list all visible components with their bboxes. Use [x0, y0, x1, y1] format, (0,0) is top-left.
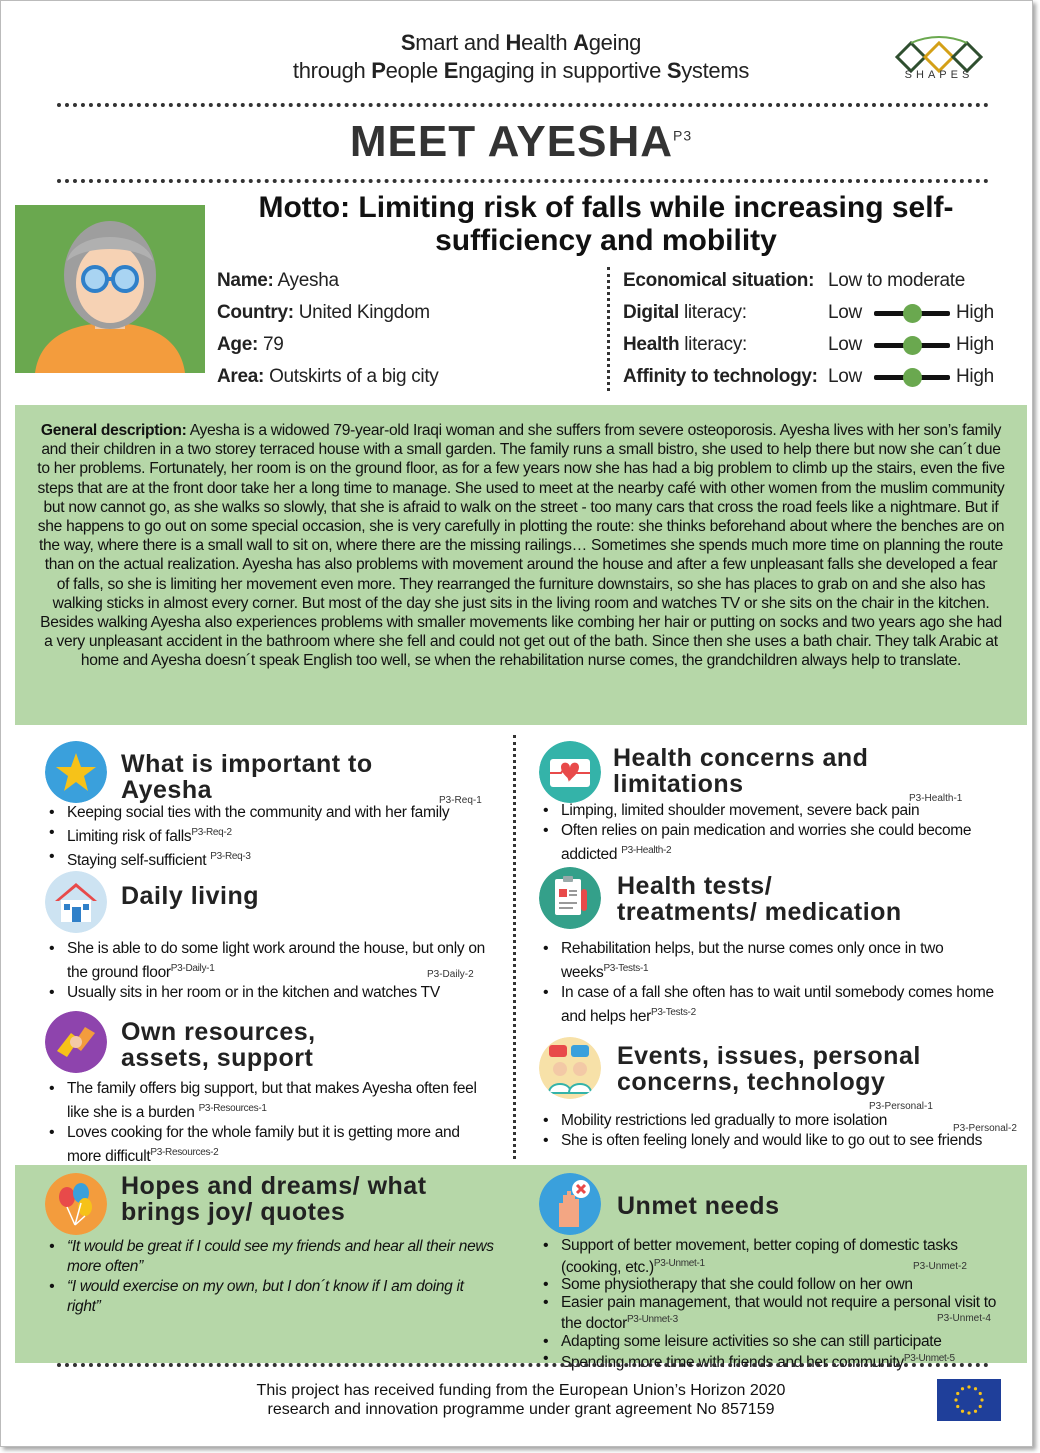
list-item: • She is able to do some light work around the house, but only on the ground floor$^{P3-Daily-1}$ — [45, 939, 495, 983]
unmet-needs-list — [539, 1237, 1009, 1372]
divider — [57, 1363, 989, 1367]
list-item: • She is often feeling lonely and would like to go out to see friends — [539, 1131, 1009, 1151]
eu-star — [956, 1392, 959, 1395]
list-item: • Some physiotherapy that she could follow on her own — [539, 1276, 1009, 1294]
eu-flag-icon — [937, 1379, 1001, 1421]
divider — [57, 179, 989, 183]
profile-info — [217, 265, 597, 393]
eu-star — [979, 1405, 982, 1408]
list-item: • Usually sits in her room or in the kitchen and watches TV — [45, 983, 495, 1003]
tag: P3-Personal-2 — [953, 1123, 1017, 1134]
list-item: • Limping, limited shoulder movement, severe back pain — [539, 801, 999, 821]
daily-living-list — [45, 939, 495, 1003]
avatar — [15, 205, 205, 373]
daily-living-title: Daily living — [121, 882, 259, 910]
health-tests-title: Health tests/ treatments/ medication — [617, 872, 902, 926]
house-icon — [45, 871, 107, 933]
grandmother-avatar-icon — [15, 205, 205, 373]
list-item: • “It would be great if I could see my friends and hear all their news more often” — [45, 1237, 495, 1277]
eu-star — [961, 1387, 964, 1390]
motto: Motto: Limiting risk of falls while increasing self-sufficiency and mobility — [258, 191, 954, 257]
unmet-needs-title: Unmet needs — [617, 1192, 780, 1220]
digital-literacy-scale — [874, 303, 950, 323]
list-item: • Staying self-sufficient $^{P3-Req-3}$ — [45, 847, 495, 871]
balloons-icon — [45, 1173, 107, 1235]
eu-star — [961, 1410, 964, 1413]
medical-chart-icon — [539, 867, 601, 929]
list-item: • “I would exercise on my own, but I don´t know if I am doing it right” — [45, 1277, 495, 1317]
eu-star — [956, 1405, 959, 1408]
logo-text: SHAPES — [904, 69, 974, 81]
tag: P3-Unmet-2 — [913, 1261, 967, 1272]
eu-star — [967, 1411, 970, 1414]
vertical-divider — [513, 735, 516, 1159]
health-literacy-scale — [874, 335, 950, 355]
heartbeat-icon — [539, 741, 601, 803]
eu-star — [967, 1385, 970, 1388]
list-item: • Adapting some leisure activities so she can still participate — [539, 1333, 1009, 1351]
funding-footer: This project has received funding from the European Union’s Horizon 2020 research and innovation programme under grant agreement No 857159 — [256, 1382, 786, 1418]
own-resources-list — [45, 1079, 495, 1167]
health-literacy-row: Health literacy: Low High — [623, 334, 994, 355]
events-list — [539, 1111, 1009, 1151]
area-row: Area: Outskirts of a big city — [217, 366, 439, 387]
situation-info — [623, 265, 1013, 393]
country-row: Country: United Kingdom — [217, 302, 430, 323]
tag: P3-Unmet-4 — [937, 1313, 991, 1324]
list-item: • Loves cooking for the whole family but it is getting more and more difficult$^{P3-Resources-2}$ — [45, 1123, 495, 1167]
list-item: • Keeping social ties with the community and with her family — [45, 803, 495, 823]
eu-star — [980, 1398, 983, 1401]
divider — [57, 103, 989, 107]
tag: P3-Personal-1 — [869, 1101, 933, 1112]
affinity-technology-scale — [874, 367, 950, 387]
affinity-technology-row: Affinity to technology: Low High — [623, 366, 994, 387]
general-description: General description: Ayesha is a widowed 79-year-old Iraqi woman and she suffers from severe osteoporosis. Ayesha lives with her son’s family and their children in a two storey terraced house with a small garden. The family runs a small bistro, she used to help there but now she can´t due to her problems. Fortunately, her room is on the ground floor, as for a few years now she has had a big problem to climb up the stairs, even the five steps that are at the front door take her a long time to manage. She used to meet at the nearby café with other women from the muslim community but now cannot go, as she walks so slowly, that she is afraid to walk on the street - too many cars that cross the road feels like a nightmare. But if she happens to go out on some special occasion, she is very carefully in plotting the route: she thinks beforehand about where the benches are on the way, where there is a small wall to sit on, where there are the missing railings… Sometimes she spends much more time on planning the route than on the actual realization. Ayesha has also problems with movement around the house and after a few unpleasant falls she developed a fear of falls, so she is limiting her movement even more. They rearranged the furniture downstairs, so she has places to grab on and she also has walking sticks in almost every corner. But most of the day she just sits in the living room and watches TV or she sits on the chair in the kitchen. Besides walking Ayesha also experiences problems with smaller movements like combing her hair or putting on socks and two years ago she had a very unpleasant accident in the bathroom where she fell and could not get out of the bath. Since then she uses a bath chair. They talk Arabic at home and Ayesha doesn´t speak English too well, se when the rehabilitation nurse comes, the grandchildren always help to translate. — [15, 405, 1027, 725]
star-icon — [45, 741, 107, 803]
list-item: • Spending more time with friends and her community$^{P3-Unmet-5}$ — [539, 1350, 1009, 1372]
list-item: • Mobility restrictions led gradually to more isolation — [539, 1111, 1009, 1131]
list-item: • Often relies on pain medication and worries she could become addicted $^{P3-Health-2}$ — [539, 821, 999, 865]
list-item: • Easier pain management, that would not require a personal visit to the doctor$^{P3-Unmet-3}$ — [539, 1294, 1009, 1333]
health-tests-list — [539, 939, 999, 1027]
own-resources-title: Own resources, assets, support — [121, 1018, 316, 1072]
health-concerns-title: Health concerns and limitations — [613, 744, 869, 798]
list-item: • In case of a fall she often has to wait until somebody comes home and helps her$^{P3-Tests-2}$ — [539, 983, 999, 1027]
project-title: Smart and Health Ageing through People Engaging in supportive Systems — [292, 30, 750, 83]
important-title: What is important to Ayesha — [121, 750, 373, 804]
tag: P3-Req-1 — [439, 795, 482, 806]
list-item: • The family offers big support, but that makes Ayesha often feel like she is a burden $^{P3-Resources-1}$ — [45, 1079, 495, 1123]
list-item: • Rehabilitation helps, but the nurse comes only once in two weeks$^{P3-Tests-1}$ — [539, 939, 999, 983]
hand-cross-icon — [539, 1173, 601, 1235]
tag: P3-Daily-2 — [427, 969, 474, 980]
hopes-title: Hopes and dreams/ what brings joy/ quotes — [121, 1172, 427, 1226]
name-row: Name: Ayesha — [217, 270, 339, 291]
eu-star — [979, 1392, 982, 1395]
tag: P3-Health-1 — [909, 793, 963, 804]
doctors-chat-icon — [539, 1037, 601, 1099]
list-item: • Limiting risk of falls$^{P3-Req-2}$ — [45, 823, 495, 847]
vertical-divider — [607, 267, 610, 391]
eu-star — [954, 1398, 957, 1401]
age-row: Age: 79 — [217, 334, 284, 355]
holding-hands-icon — [45, 1011, 107, 1073]
important-list — [45, 803, 495, 871]
page-title: MEET $AYESHA^{P3}$ — [349, 117, 693, 166]
eu-star — [974, 1387, 977, 1390]
events-title: Events, issues, personal concerns, technology — [617, 1042, 921, 1096]
health-concerns-list — [539, 801, 999, 865]
digital-literacy-row: Digital literacy: Low High — [623, 302, 994, 323]
hopes-list — [45, 1237, 495, 1317]
list-item: • Support of better movement, better coping of domestic tasks (cooking, etc.)$^{P3-Unmet-1}$ — [539, 1237, 1009, 1276]
eu-star — [974, 1410, 977, 1413]
economical-row: Economical situation: Low to moderate — [623, 270, 966, 291]
